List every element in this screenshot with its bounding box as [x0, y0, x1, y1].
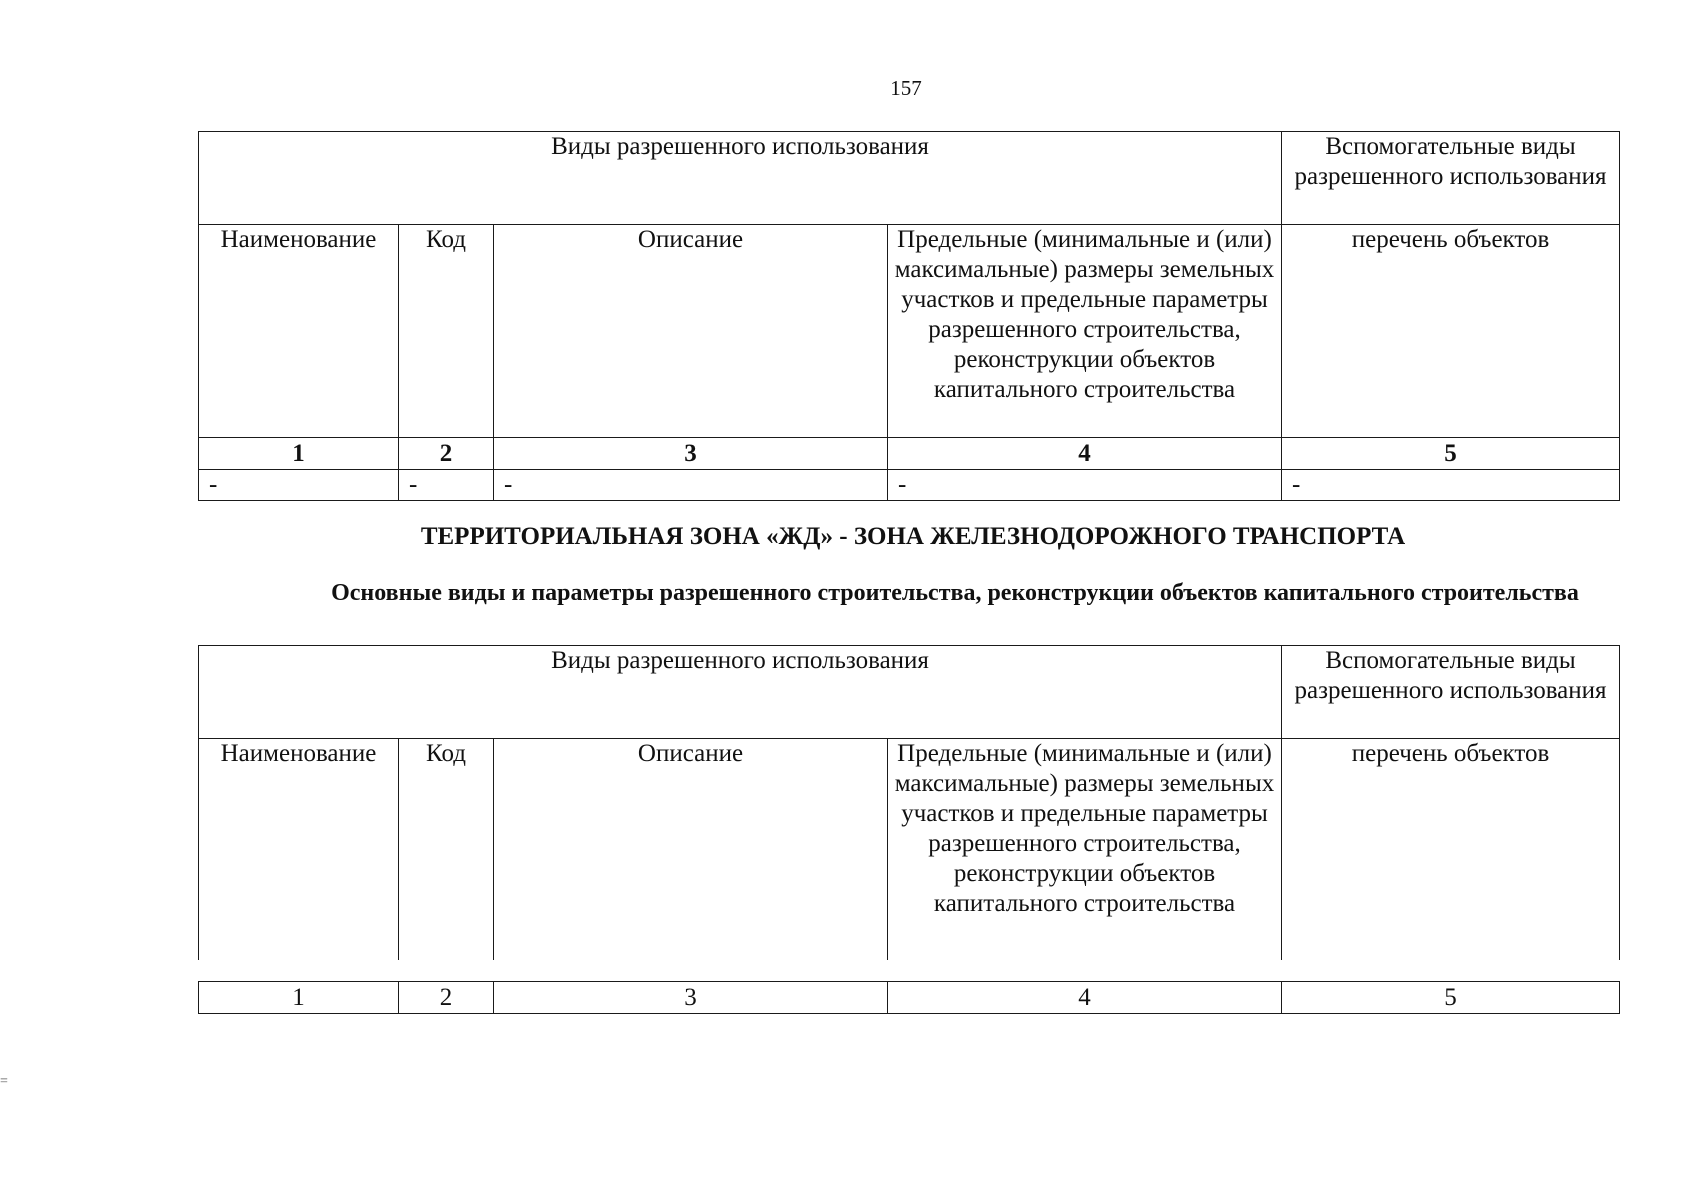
- column-number: 4: [888, 438, 1282, 470]
- header-limits: Предельные (минимальные и (или) максимальные) размеры земельных участков и предельные параметры разрешенного строительства, реконструкции объектов капитального строительства: [888, 739, 1282, 961]
- section-title: Основные виды и параметры разрешенного строительства, реконструкции объектов капитального строительства: [331, 580, 1579, 606]
- header-name: Наименование: [199, 739, 399, 961]
- column-number: 2: [399, 438, 494, 470]
- table-header-row-columns: [199, 225, 1620, 438]
- column-number: 3: [494, 438, 888, 470]
- header-objects-list: перечень объектов: [1282, 225, 1620, 438]
- permitted-use-table-zhd-header: [198, 645, 1620, 960]
- column-number: 5: [1282, 982, 1620, 1014]
- column-number: 1: [199, 438, 399, 470]
- column-number-row: [199, 438, 1620, 470]
- table-cell: -: [494, 470, 888, 501]
- header-description: Описание: [494, 739, 888, 961]
- table-cell: -: [399, 470, 494, 501]
- table-header-row-columns: [199, 739, 1620, 961]
- column-number: 2: [399, 982, 494, 1014]
- header-permitted-use-types: Виды разрешенного использования: [199, 646, 1282, 739]
- column-number-row: [199, 982, 1620, 1014]
- page-number: 157: [890, 76, 922, 100]
- table-header-row-group: [199, 132, 1620, 225]
- permitted-use-table-zhd-numbers: [198, 981, 1620, 1014]
- header-permitted-use-types: Виды разрешенного использования: [199, 132, 1282, 225]
- table-cell: -: [888, 470, 1282, 501]
- header-objects-list: перечень объектов: [1282, 739, 1620, 961]
- header-code: Код: [399, 739, 494, 961]
- header-auxiliary-use-types: Вспомогательные виды разрешенного использования: [1282, 132, 1620, 225]
- permitted-use-table-previous-zone: [198, 131, 1620, 501]
- header-code: Код: [399, 225, 494, 438]
- zone-title: ТЕРРИТОРИАЛЬНАЯ ЗОНА «ЖД» - ЗОНА ЖЕЛЕЗНОДОРОЖНОГО ТРАНСПОРТА: [420, 523, 1406, 550]
- column-number: 1: [199, 982, 399, 1014]
- scan-edge-mark: =: [0, 1074, 8, 1089]
- table-cell: -: [1282, 470, 1620, 501]
- header-description: Описание: [494, 225, 888, 438]
- header-limits: Предельные (минимальные и (или) максимальные) размеры земельных участков и предельные параметры разрешенного строительства, реконструкции объектов капитального строительства: [888, 225, 1282, 438]
- table-header-row-group: [199, 646, 1620, 739]
- column-number: 5: [1282, 438, 1620, 470]
- header-auxiliary-use-types: Вспомогательные виды разрешенного использования: [1282, 646, 1620, 739]
- column-number: 3: [494, 982, 888, 1014]
- table-row: [199, 470, 1620, 501]
- table-cell: -: [199, 470, 399, 501]
- header-name: Наименование: [199, 225, 399, 438]
- column-number: 4: [888, 982, 1282, 1014]
